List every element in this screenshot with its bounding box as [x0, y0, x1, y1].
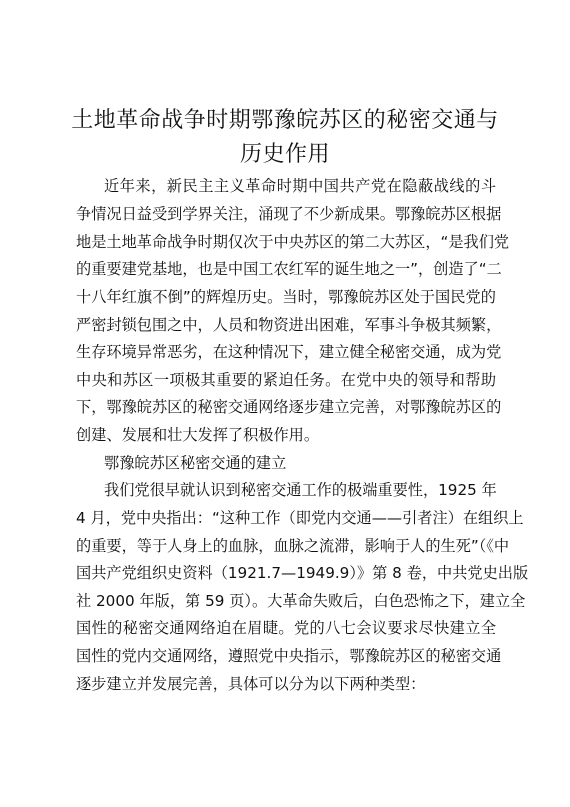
section-heading: 鄂豫皖苏区秘密交通的建立: [104, 454, 287, 472]
document-title-line-2: 历史作用: [239, 142, 330, 167]
paragraph-2-line-1: 我们党很早就认识到秘密交通工作的极端重要性，1925 年: [104, 481, 497, 499]
paragraph-2-line-5: 社 2000 年版，第 59 页）。大革命失败后，白色恐怖之下，建立全: [76, 592, 526, 610]
paragraph-1-line-2: 争情况日益受到学界关注，涌现了不少新成果。鄂豫皖苏区根据: [76, 205, 502, 223]
paragraph-1-line-4: 的重要建党基地，也是中国工农红军的诞生地之一”，创造了“二: [76, 260, 502, 278]
paragraph-2-line-6: 国性的秘密交通网络迫在眉睫。党的八七会议要求尽快建立全: [76, 619, 496, 637]
document-title-line-1: 土地革命战争时期鄂豫皖苏区的秘密交通与: [71, 108, 499, 133]
paragraph-1-line-5: 十八年红旗不倒”的辉煌历史。当时，鄂豫皖苏区处于国民党的: [76, 288, 496, 306]
paragraph-2-line-4: 国共产党组织史资料（1921.7—1949.9）》第 8 卷，中共党史出版: [76, 564, 529, 582]
paragraph-1-line-3: 地是土地革命战争时期仅次于中央苏区的第二大苏区，“是我们党: [76, 233, 510, 251]
paragraph-1-line-8: 中央和苏区一项极其重要的紧迫任务。在党中央的领导和帮助: [76, 371, 496, 389]
paragraph-2-line-3: 的重要，等于人身上的血脉，血脉之流滞，影响于人的生死”（《中: [76, 537, 510, 555]
paragraph-2-line-2: 4 月，党中央指出：“这种工作（即党内交通——引者注）在组织上: [76, 509, 524, 527]
paragraph-1-line-6: 严密封锁包围之中，人员和物资进出困难，军事斗争极其频繁，: [76, 316, 502, 334]
paragraph-1-line-9: 下，鄂豫皖苏区的秘密交通网络逐步建立完善，对鄂豫皖苏区的: [76, 398, 502, 416]
paragraph-2-line-7: 国性的党内交通网络，遵照党中央指示，鄂豫皖苏区的秘密交通: [76, 647, 502, 665]
paragraph-1-line-7: 生存环境异常恶劣，在这种情况下，建立健全秘密交通，成为党: [76, 343, 502, 361]
paragraph-1-line-10: 创建、发展和壮大发挥了积极作用。: [76, 426, 319, 444]
paragraph-2-line-8: 逐步建立并发展完善，具体可以分为以下两种类型：: [76, 675, 426, 693]
paragraph-1-line-1: 近年来，新民主主义革命时期中国共产党在隐蔽战线的斗: [104, 177, 496, 195]
